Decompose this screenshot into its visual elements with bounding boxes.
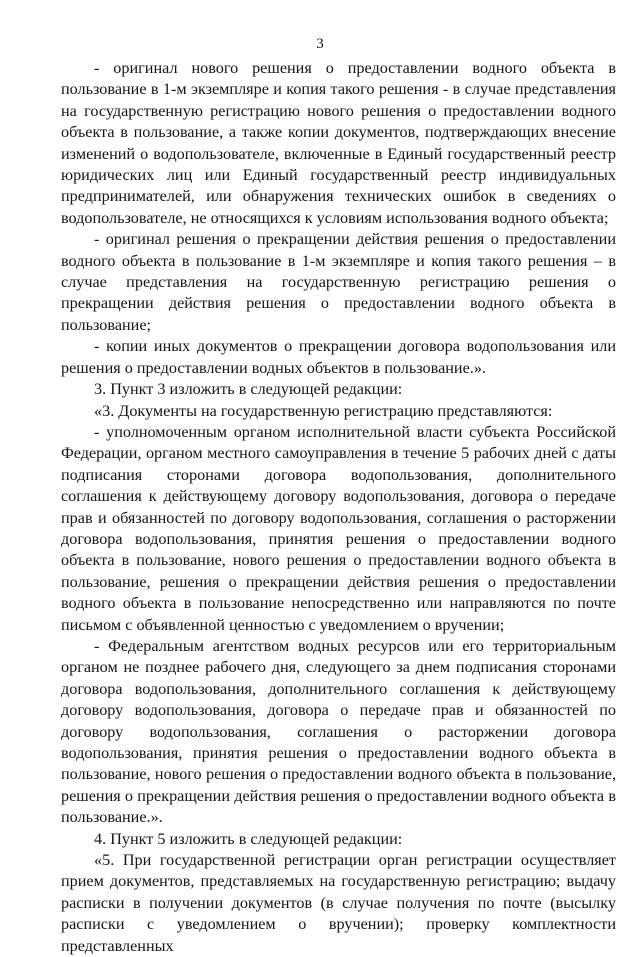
paragraph-point-4-heading: 4. Пункт 5 изложить в следующей редакции: <box>94 829 403 848</box>
document-body <box>61 58 616 957</box>
paragraph-point-3-text: «3. Документы на государственную регистрацию представляются: <box>94 401 553 420</box>
paragraph-regional-authority: - уполномоченным органом исполнительной власти субъекта Российской Федерации, органом местного самоуправления в течение 5 рабочих дней с даты подписания сторонами договора водопользования, дополнительного соглашения к действующему договору водопользования, договора о передаче прав и обязанностей по договору водопользования, соглашения о расторжении договора водопользования, принятия решения о предоставлении водного объекта в пользование, нового решения о предоставлении водного объекта в пользование, решения о прекращении действия решения о предоставлении водного объекта в пользование непосредственно или направляются по почте письмом с объявленной ценностью с уведомлением о вручении; <box>61 422 616 634</box>
paragraph-copies-other-documents: - копии иных документов о прекращении договора водопользования или решения о предоставлении водных объектов в пользование.». <box>61 337 616 377</box>
paragraph-original-termination-decision: - оригинал решения о прекращении действия решения о предоставлении водного объекта в пользование в 1-м экземпляре и копия такого решения – в случае представления на государственную регистрацию решения о прекращении действия решения о предоставлении водного объекта в пользование; <box>61 230 616 334</box>
paragraph-original-new-decision: - оригинал нового решения о предоставлении водного объекта в пользование в 1-м экземпляре и копия такого решения - в случае представления на государственную регистрацию нового решения о предоставлении водного объекта в пользование, а также копии документов, подтверждающих внесение изменений о водопользователе, включенные в Единый государственный реестр юридических лиц или Единый государственный реестр индивидуальных предпринимателей, или обнаружения технических ошибок в сведениях о водопользователе, не относящихся к условиям использования водного объекта; <box>61 59 616 227</box>
paragraph-point-5-text: «5. При государственной регистрации орган регистрации осуществляет прием документов, представляемых на государственную регистрацию; выдачу расписки в получении документов (в случае получения по почте (высылку расписки с уведомлением о вручении); проверку комплектности представленных <box>61 851 616 955</box>
paragraph-federal-agency: - Федеральным агентством водных ресурсов или его территориальным органом не позднее рабочего дня, следующего за днем подписания сторонами договора водопользования, дополнительного соглашения к действующему договору водопользования, договора о передаче прав и обязанностей по договору водопользования, соглашения о расторжении договора водопользования, принятия решения о предоставлении водного объекта в пользование, нового решения о предоставлении водного объекта в пользование, решения о прекращении действия решения о предоставлении водного объекта в пользование.». <box>61 636 616 827</box>
paragraph-point-3-heading: 3. Пункт 3 изложить в следующей редакции: <box>94 380 403 399</box>
page-number: 3 <box>316 36 324 52</box>
